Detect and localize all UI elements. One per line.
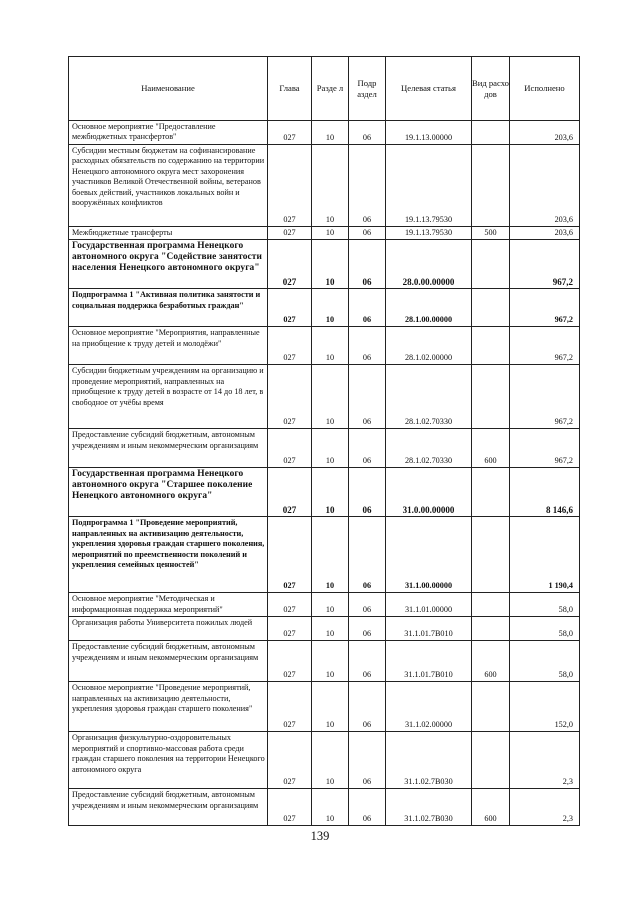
row-subsection: 06 [349, 227, 386, 240]
table-row-program [69, 468, 580, 517]
row-section: 10 [312, 468, 349, 517]
row-name: Основное мероприятие "Предоставление межбюджетных трансфертов" [69, 121, 268, 145]
row-type [472, 145, 510, 227]
table-header-row [69, 57, 580, 121]
row-chapter: 027 [268, 429, 312, 468]
row-chapter: 027 [268, 641, 312, 682]
table-row [69, 429, 580, 468]
row-type [472, 517, 510, 593]
row-chapter: 027 [268, 121, 312, 145]
row-name: Основное мероприятие "Проведение мероприятий, направленных на активизацию деятельности, укрепления здоровья граждан старшего поколения" [69, 682, 268, 732]
table-row [69, 617, 580, 641]
row-chapter: 027 [268, 240, 312, 289]
row-amount: 203,6 [510, 227, 580, 240]
row-section: 10 [312, 732, 349, 789]
header-executed: Исполнено [510, 57, 580, 121]
row-section: 10 [312, 682, 349, 732]
row-section: 10 [312, 617, 349, 641]
row-chapter: 027 [268, 468, 312, 517]
row-chapter: 027 [268, 327, 312, 365]
row-section: 10 [312, 145, 349, 227]
row-section: 10 [312, 429, 349, 468]
row-chapter: 027 [268, 289, 312, 327]
row-type [472, 240, 510, 289]
row-subsection: 06 [349, 327, 386, 365]
row-section: 10 [312, 789, 349, 826]
row-subsection: 06 [349, 617, 386, 641]
row-chapter: 027 [268, 365, 312, 429]
header-subsection: Подр аздел [349, 57, 386, 121]
row-target: 31.1.01.00000 [386, 593, 472, 617]
row-type: 600 [472, 641, 510, 682]
row-type [472, 732, 510, 789]
row-target: 28.1.02.70330 [386, 365, 472, 429]
row-amount: 2,3 [510, 732, 580, 789]
row-target: 28.1.02.70330 [386, 429, 472, 468]
table-row [69, 365, 580, 429]
row-name: Подпрограмма 1 "Активная политика занятости и социальная поддержка безработных граждан" [69, 289, 268, 327]
row-type [472, 289, 510, 327]
row-subsection: 06 [349, 682, 386, 732]
row-name: Государственная программа Ненецкого автономного округа "Содействие занятости населения Ненецкого автономного округа" [69, 240, 268, 289]
row-name: Предоставление субсидий бюджетным, автономным учреждениям и иным некоммерческим организациям [69, 641, 268, 682]
row-amount: 967,2 [510, 289, 580, 327]
row-type [472, 682, 510, 732]
row-type [472, 593, 510, 617]
row-name: Субсидии местным бюджетам на софинансирование расходных обязательств по содержанию на территории Ненецкого автономного округа мест захоронения участников Великой Отечественной войны, ветеранов боевых действий, участников локальных войн и вооружённых конфликтов [69, 145, 268, 227]
row-target: 19.1.13.79530 [386, 145, 472, 227]
row-target: 19.1.13.00000 [386, 121, 472, 145]
header-target: Целевая статья [386, 57, 472, 121]
row-amount: 58,0 [510, 593, 580, 617]
row-subsection: 06 [349, 121, 386, 145]
row-target: 28.0.00.00000 [386, 240, 472, 289]
table-row-subprogram [69, 517, 580, 593]
row-target: 31.0.00.00000 [386, 468, 472, 517]
row-section: 10 [312, 240, 349, 289]
row-subsection: 06 [349, 468, 386, 517]
row-chapter: 027 [268, 517, 312, 593]
row-chapter: 027 [268, 227, 312, 240]
row-amount: 967,2 [510, 327, 580, 365]
row-name: Предоставление субсидий бюджетным, автономным учреждениям и иным некоммерческим организациям [69, 429, 268, 468]
row-subsection: 06 [349, 289, 386, 327]
page-number: 139 [310, 829, 330, 843]
row-amount: 967,2 [510, 365, 580, 429]
row-type [472, 327, 510, 365]
row-amount: 58,0 [510, 641, 580, 682]
row-section: 10 [312, 517, 349, 593]
row-amount: 967,2 [510, 240, 580, 289]
header-name: Наименование [69, 57, 268, 121]
row-name: Субсидии бюджетным учреждениям на организацию и проведение мероприятий, направленных на приобщение к труду детей в возрасте от 14 до 18 лет, в свободное от учёбы время [69, 365, 268, 429]
row-subsection: 06 [349, 365, 386, 429]
row-section: 10 [312, 121, 349, 145]
row-subsection: 06 [349, 732, 386, 789]
row-amount: 152,0 [510, 682, 580, 732]
row-chapter: 027 [268, 682, 312, 732]
row-target: 31.1.01.7B010 [386, 617, 472, 641]
row-section: 10 [312, 593, 349, 617]
table-row [69, 732, 580, 789]
row-section: 10 [312, 327, 349, 365]
row-section: 10 [312, 289, 349, 327]
row-amount: 967,2 [510, 429, 580, 468]
row-subsection: 06 [349, 789, 386, 826]
row-section: 10 [312, 227, 349, 240]
row-name: Организация физкультурно-оздоровительных мероприятий и спортивно-массовая работа среди граждан старшего поколения на территории Ненецкого автономного округа [69, 732, 268, 789]
row-chapter: 027 [268, 789, 312, 826]
table-row-program [69, 240, 580, 289]
row-type [472, 468, 510, 517]
table-row [69, 227, 580, 240]
row-amount: 203,6 [510, 145, 580, 227]
row-section: 10 [312, 365, 349, 429]
row-subsection: 06 [349, 145, 386, 227]
row-chapter: 027 [268, 145, 312, 227]
row-section: 10 [312, 641, 349, 682]
row-name: Основное мероприятие "Мероприятия, направленные на приобщение к труду детей и молодёжи" [69, 327, 268, 365]
row-type [472, 121, 510, 145]
row-target: 31.1.02.00000 [386, 682, 472, 732]
row-subsection: 06 [349, 240, 386, 289]
row-name: Государственная программа Ненецкого автономного округа "Старшее поколение Ненецкого автономного округа" [69, 468, 268, 517]
row-amount: 1 190,4 [510, 517, 580, 593]
row-subsection: 06 [349, 593, 386, 617]
table-row [69, 789, 580, 826]
row-name: Подпрограмма 1 "Проведение мероприятий, направленных на активизацию деятельности, укрепления здоровья граждан старшего поколения, мероприятий по преемственности поколений и укрепления семейных ценностей" [69, 517, 268, 593]
row-target: 19.1.13.79530 [386, 227, 472, 240]
row-subsection: 06 [349, 517, 386, 593]
table-row [69, 327, 580, 365]
row-type: 600 [472, 429, 510, 468]
table-row [69, 145, 580, 227]
row-type: 500 [472, 227, 510, 240]
row-target: 31.1.02.7B030 [386, 789, 472, 826]
table-row [69, 121, 580, 145]
row-target: 28.1.02.00000 [386, 327, 472, 365]
row-type [472, 617, 510, 641]
header-section: Разде л [312, 57, 349, 121]
row-target: 31.1.00.00000 [386, 517, 472, 593]
row-type [472, 365, 510, 429]
table-row [69, 641, 580, 682]
budget-table [68, 56, 580, 826]
table-row [69, 593, 580, 617]
table-row-subprogram [69, 289, 580, 327]
row-subsection: 06 [349, 429, 386, 468]
row-chapter: 027 [268, 593, 312, 617]
row-target: 31.1.01.7B010 [386, 641, 472, 682]
row-name: Межбюджетные трансферты [69, 227, 268, 240]
row-target: 31.1.02.7B030 [386, 732, 472, 789]
row-amount: 58,0 [510, 617, 580, 641]
row-amount: 203,6 [510, 121, 580, 145]
row-subsection: 06 [349, 641, 386, 682]
row-chapter: 027 [268, 732, 312, 789]
row-name: Основное мероприятие "Методическая и информационная поддержка мероприятий" [69, 593, 268, 617]
row-chapter: 027 [268, 617, 312, 641]
header-expense-type: Вид расхо дов [472, 57, 510, 121]
table-row [69, 682, 580, 732]
row-target: 28.1.00.00000 [386, 289, 472, 327]
header-chapter: Глава [268, 57, 312, 121]
row-type: 600 [472, 789, 510, 826]
row-name: Организация работы Университета пожилых людей [69, 617, 268, 641]
row-name: Предоставление субсидий бюджетным, автономным учреждениям и иным некоммерческим организациям [69, 789, 268, 826]
row-amount: 8 146,6 [510, 468, 580, 517]
row-amount: 2,3 [510, 789, 580, 826]
